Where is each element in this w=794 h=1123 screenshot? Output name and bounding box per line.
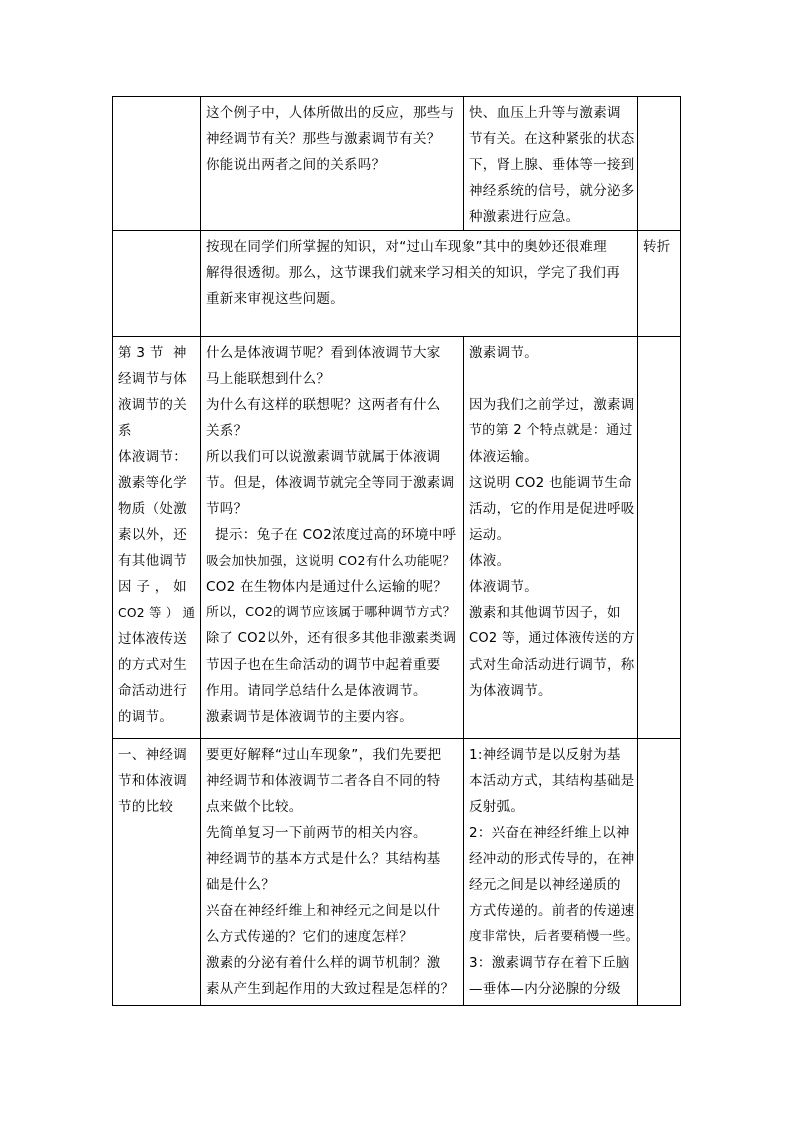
text-line: 激素调节。 [469, 345, 538, 361]
text-line: 式对生命活动进行调节，称 [469, 657, 635, 673]
text-line: 的调节。 [118, 709, 174, 725]
text-line: 素从产生到起作用的大致过程是怎样的？ [206, 981, 455, 997]
text-line: 反射弧。 [469, 799, 525, 815]
text-line: 节的第 2 个特点就是：通过 [469, 423, 633, 438]
row1-col1-cell [112, 96, 201, 231]
text-line: 活动，它的作用是促进呼吸 [469, 501, 635, 517]
text-line: 神经调节的基本方式是什么？其结构基 [206, 851, 441, 867]
text-line: 激素和其他调节因子，如 [469, 605, 621, 621]
text-line: 你能说出两者之间的关系吗？ [206, 157, 386, 173]
text-line: 第 3 节 神 [118, 345, 187, 361]
text-line: 神经调节和体液调节二者各自不同的特 [206, 773, 441, 789]
text-line: 经调节与体 [118, 371, 187, 387]
text-line: 快、血压上升等与激素调 [469, 105, 621, 121]
text-line: 体液运输。 [469, 449, 538, 465]
text-line: 马上能联想到什么？ [206, 371, 331, 387]
text-line: 经冲动的形式传导的，在神 [469, 851, 635, 867]
text-line: 提示：兔子在 CO2浓度过高的环境中呼 [206, 527, 457, 543]
text-line: 要更好解释“过山车现象”，我们先要把 [206, 747, 442, 763]
text-line: 物质（处激 [118, 501, 187, 517]
text-line: 体液。 [469, 553, 511, 569]
text-line: 1:神经调节是以反射为基 [469, 747, 621, 763]
text-line: 础是什么？ [206, 877, 275, 893]
text-line: 关系？ [206, 423, 248, 439]
text-line: 所以，CO2的调节应该属于哪种调节方式？ [206, 605, 456, 620]
row4-col4-cell [637, 738, 681, 1006]
text-line: 激素等化学 [118, 475, 187, 491]
text-line: 为什么有这样的联想呢？这两者有什么 [206, 397, 441, 413]
text-line: 过体液传送 [118, 631, 187, 647]
text-line: CO2 在生物体内是通过什么运输的呢？ [206, 579, 448, 595]
text-line: 激素调节是体液调节的主要内容。 [206, 709, 413, 725]
text-line: 吸会加快加强，这说明 CO2有什么功能呢？ [206, 553, 456, 568]
text-line: 节吗？ [206, 501, 248, 517]
text-line: 神经调节有关？那些与激素调节有关？ [206, 131, 441, 147]
text-line: 这个例子中，人体所做出的反应，那些与 [206, 105, 455, 121]
text-line: 运动。 [469, 527, 511, 543]
text-line: 的方式对生 [118, 657, 187, 673]
text-line: —垂体—内分泌腺的分级 [469, 981, 621, 997]
text-line: 液调节的关 [118, 397, 187, 413]
text-line: 3：激素调节存在着下丘脑 [469, 955, 630, 971]
row1-col4-cell [637, 96, 681, 231]
text-line: 激素的分泌有着什么样的调节机制？激 [206, 955, 441, 971]
text-line: 下，肾上腺、垂体等一接到 [469, 157, 635, 173]
text-line: 节因子也在生命活动的调节中起着重要 [206, 657, 441, 673]
text-line: 素以外，还 [118, 527, 187, 543]
text-line: CO2 等 ） 通 [118, 606, 196, 620]
text-line: 除了 CO2以外，还有很多其他非激素类调 [206, 631, 457, 646]
text-line: 体液调节。 [469, 579, 538, 595]
text-line: 神经系统的信号，就分泌多 [469, 183, 635, 199]
text-line: 因为我们之前学过，激素调 [469, 397, 635, 413]
text-line: 方式传递的。前者的传递速 [469, 903, 635, 919]
text-line: 解得很透彻。那么，这节课我们就来学习相关的知识，学完了我们再 [206, 265, 620, 281]
row3-col4-cell [637, 336, 681, 739]
text-line: 2：兴奋在神经纤维上以神 [469, 825, 630, 841]
text-line: 度非常快，后者要稍慢一些。 [469, 929, 639, 944]
text-line: 转折 [643, 239, 671, 255]
text-line: 经元之间是以神经递质的 [469, 877, 621, 893]
text-line: 节的比较 [118, 799, 174, 815]
text-line: 作用。请同学总结什么是体液调节。 [206, 683, 427, 699]
text-line: 这说明 CO2 也能调节生命 [469, 475, 632, 491]
text-line: 重新来审视这些问题。 [206, 291, 344, 307]
text-line: 一、神经调 [118, 747, 187, 763]
text-line: 节。但是，体液调节就完全等同于激素调 [206, 475, 455, 491]
row2-col1-cell [112, 230, 201, 337]
text-line: 所以我们可以说激素调节就属于体液调 [206, 449, 441, 465]
text-line: 么方式传递的？它们的速度怎样？ [206, 929, 413, 945]
text-line: 因 子 ， 如 [118, 579, 187, 595]
text-line: 种激素进行应急。 [469, 209, 580, 225]
text-line: 什么是体液调节呢？看到体液调节大家 [206, 345, 441, 361]
text-line: 节有关。在这种紧张的状态 [469, 131, 635, 147]
text-line: 先简单复习一下前两节的相关内容。 [206, 825, 427, 841]
text-line: 有其他调节 [118, 553, 187, 569]
text-line: 本活动方式，其结构基础是 [469, 773, 635, 789]
text-line: CO2 等，通过体液传送的方 [469, 631, 635, 646]
text-line: 点来做个比较。 [206, 799, 303, 815]
text-line: 命活动进行 [118, 683, 187, 699]
text-line: 为体液调节。 [469, 683, 552, 699]
text-line: 体液调节： [118, 449, 187, 465]
text-line: 系 [118, 423, 132, 439]
text-line: 节和体液调 [118, 773, 187, 789]
text-line: 按现在同学们所掌握的知识，对“过山车现象”其中的奥妙还很难理 [206, 239, 607, 255]
text-line: 兴奋在神经纤维上和神经元之间是以什 [206, 903, 441, 919]
